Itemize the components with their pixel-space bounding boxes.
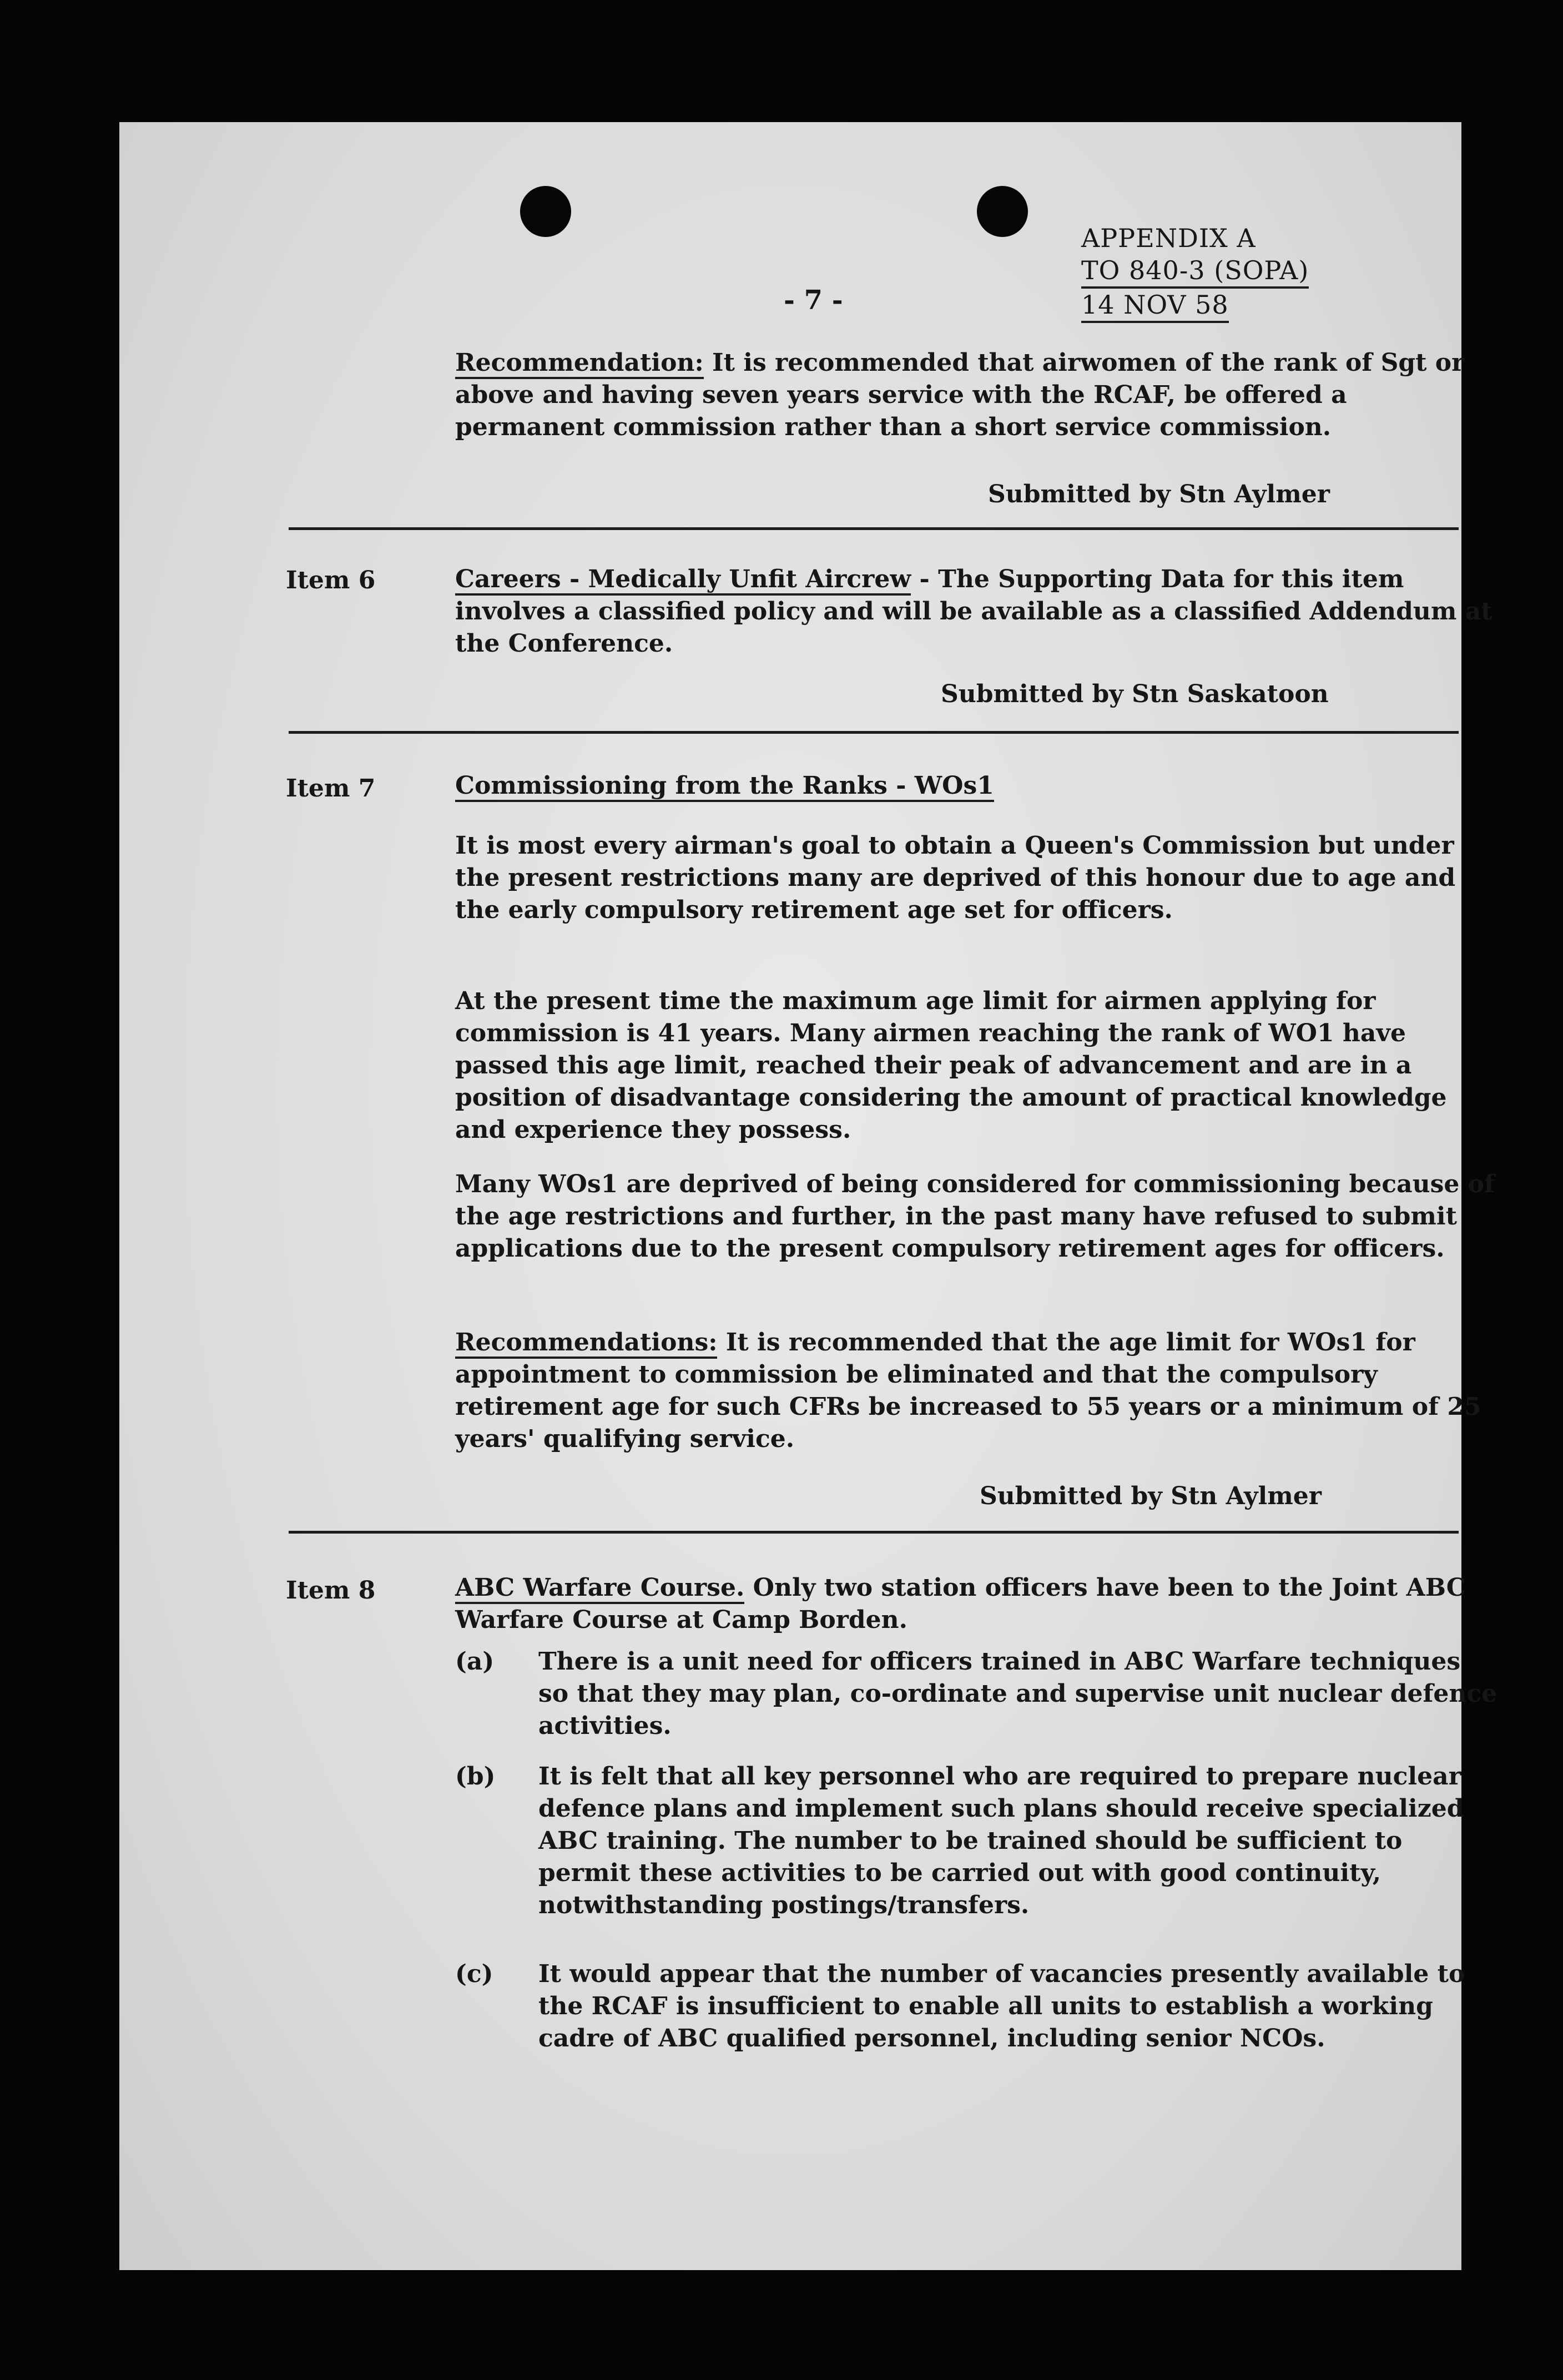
item-8-title: ABC Warfare Course.: [455, 1574, 744, 1604]
recommendation-top: [455, 347, 1499, 443]
submitted-by-aylmer-2: Submitted by Stn Aylmer: [980, 1482, 1322, 1510]
item-8-intro: [455, 1572, 1499, 1636]
recommendation-text: It is recommended that airwomen of the rank of Sgt or above and having seven years service with the RCAF, be offered a permanent commission rather than a short service commission.: [455, 349, 1465, 441]
appendix-title: APPENDIX A: [1081, 223, 1256, 253]
item-6-body: [455, 563, 1499, 660]
submitted-by-aylmer-1: Submitted by Stn Aylmer: [988, 480, 1330, 508]
recommendation-label: Recommendation:: [455, 349, 704, 379]
punch-hole-right: [977, 186, 1028, 237]
document-page: APPENDIX A TO 840-3 (SOPA) 14 NOV 58 - 7 - Recommendation: It is recommended that airwomen of the rank of Sgt or above and having seven years service with the RCAF, be offered a permanent commission rather than a short service commission. Submitted by Stn Aylmer Item 6 Careers - Medically Unfit Aircrew - The Supporting Data for this item involves a classified policy and will be available as a classified Addendum at the Conference. Submitted by Stn Saskatoon Item 7 Commissioning from the Ranks - WOs1 It is most every airman's goal to obtain a Queen's Commission but under the present restrictions many are deprived of this honour due to age and the early compulsory retirement age set for officers. At the present time the maximum age limit for airmen applying for commission is 41 years. Many airmen reaching the rank of WO1 have passed this age limit, reached their peak of advancement and are in a position of disadvantage considering the amount of practical knowledge and experience they possess. Many WOs1 are deprived of being considered for commissioning because of the age restrictions and further, in the past many have refused to submit applications due to the present compulsory retirement ages for officers. Recommendations: It is recommended that the age limit for WOs1 for appointment to commission be eliminated and that the compulsory retirement age for such CFRs be increased to 55 years or a minimum of 25 years' qualifying service. Submitted by Stn Aylmer Item 8 ABC Warfare Course. Only two station officers have been to the Joint ABC Warfare Course at Camp Borden. (a) There is a unit need for officers trained in ABC Warfare techniques so that they may plan, co-ordinate and supervise unit nuclear defence activities. (b) It is felt that all key personnel who are required to prepare nuclear defence plans and implement such plans should receive specialized ABC training. The number to be trained should be sufficient to permit these activities to be carried out with good continuity, notwithstanding postings/transfers. (c) It would appear that the number of vacancies presently available to the RCAF is insufficient to enable all units to establish a working cadre of ABC qualified personnel, including senior NCOs.: [119, 122, 1461, 2270]
item-6-title: Careers - Medically Unfit Aircrew: [455, 565, 911, 596]
item-8-label: Item 8: [286, 1576, 376, 1605]
item-7-para-3: Many WOs1 are deprived of being considered for commissioning because of the age restrictions and further, in the past many have refused to submit applications due to the present compulsory retirement ages for officers.: [455, 1170, 1495, 1263]
divider-3: [289, 1531, 1459, 1534]
item-6-text: - The Supporting Data for this item involves a classified policy and will be available as a classified Addendum at the Conference.: [455, 565, 1493, 658]
recommendations-text: It is recommended that the age limit for WOs1 for appointment to commission be eliminated and that the compulsory retirement age for such CFRs be increased to 55 years or a minimum of 25 years' qualifying service.: [455, 1328, 1481, 1453]
punch-hole-left: [520, 186, 571, 237]
appendix-header: [1081, 222, 1312, 323]
page-number: - 7 -: [784, 285, 843, 316]
appendix-date: 14 NOV 58: [1081, 289, 1229, 323]
submitted-by-saskatoon: Submitted by Stn Saskatoon: [941, 680, 1329, 708]
divider-2: [289, 731, 1459, 734]
item-7-label: Item 7: [286, 774, 376, 803]
item-7-para-2: At the present time the maximum age limit for airmen applying for commission is 41 years. Many airmen reaching the rank of WO1 have passed this age limit, reached their peak of advancement and are in a position of disadvantage considering the amount of practical knowledge and experience they possess.: [455, 987, 1447, 1144]
item-8-intro-text: Only two station officers have been to the Joint ABC Warfare Course at Camp Borden.: [455, 1574, 1466, 1634]
recommendations-label: Recommendations:: [455, 1328, 717, 1359]
item-7-para-1: It is most every airman's goal to obtain a Queen's Commission but under the present restrictions many are deprived of this honour due to age and the early compulsory retirement age set for officers.: [455, 831, 1456, 924]
item-7-title: Commissioning from the Ranks - WOs1: [455, 772, 994, 802]
appendix-reference: TO 840-3 (SOPA): [1081, 254, 1309, 289]
item-6-label: Item 6: [286, 566, 376, 594]
item-7-recommendations: [455, 1327, 1499, 1455]
divider-1: [289, 527, 1459, 530]
